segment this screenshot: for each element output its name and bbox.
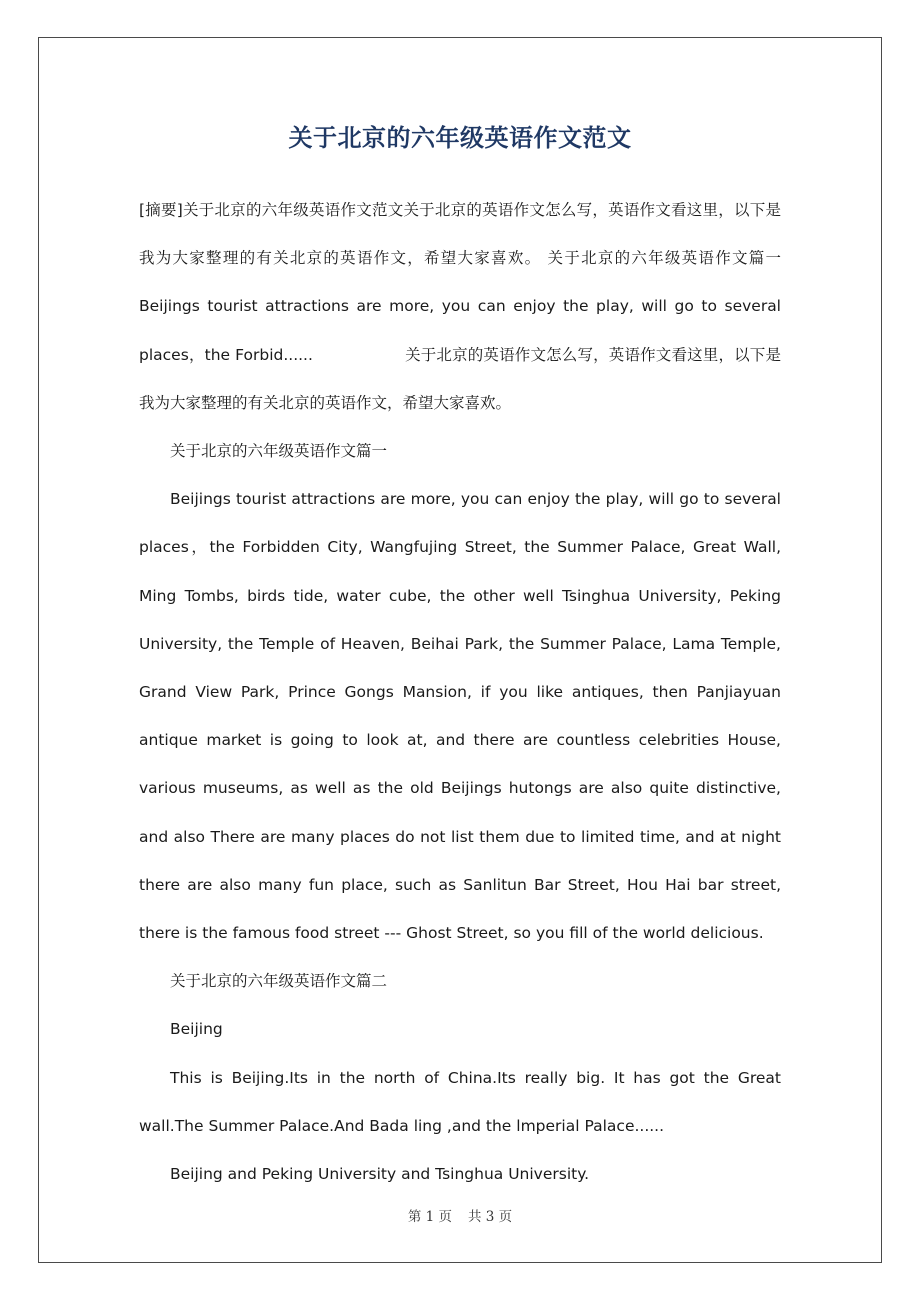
abstract-paragraph: [139, 186, 781, 427]
abstract-text-part2: 关于北京的英语作文怎么写，英语作文看这里，以下是我为大家整理的有关北京的英语作文，希望大家喜欢。: [139, 345, 781, 412]
section-heading-1: 关于北京的六年级英语作文篇一: [170, 442, 388, 461]
document-body: [139, 186, 781, 1198]
document-title: 关于北京的六年级英语作文范文: [288, 124, 632, 152]
body-paragraph-3: Beijing and Peking University and Tsinghua University.: [170, 1165, 590, 1184]
body-paragraph-1: Beijings tourist attractions are more, you can enjoy the play, will go to several places，the Forbidden City, Wangfujing Street, the Summer Palace, Great Wall, Ming Tombs, birds tide, water cube, the other well Tsinghua University, Peking University, the Temple of Heaven, Beihai Park, the Summer Palace, Lama Temple, Grand View Park, Prince Gongs Mansion, if you like antiques, then Panjiayuan antique market is going to look at, and there are countless celebrities House, various museums, as well as the old Beijings hutongs are also quite distinctive, and also There are many places do not list them due to limited time, and at night there are also many fun place, such as Sanlitun Bar Street, Hou Hai bar street, there is the famous food street --- Ghost Street, so you fill of the world delicious.: [139, 490, 781, 943]
body-paragraph-2: This is Beijing.Its in the north of China.Its really big. It has got the Great wall.The Summer Palace.And Bada ling ,and the lmperial Palace......: [139, 1068, 781, 1135]
abstract-text-part1: [摘要]关于北京的六年级英语作文范文关于北京的英语作文怎么写，英语作文看这里，以下是我为大家整理的有关北京的英语作文，希望大家喜欢。 关于北京的六年级英语作文篇一 Beijings tourist attractions are more, you can enjoy the play, will go to several places，the Forbid......: [139, 201, 781, 364]
body-paragraph-2-title: Beijing: [170, 1020, 223, 1039]
page-number: 第 1 页: [407, 1209, 452, 1225]
page-footer: [38, 1205, 882, 1225]
section-heading-2: 关于北京的六年级英语作文篇二: [170, 972, 388, 991]
page-total: 共 3 页: [468, 1209, 513, 1225]
